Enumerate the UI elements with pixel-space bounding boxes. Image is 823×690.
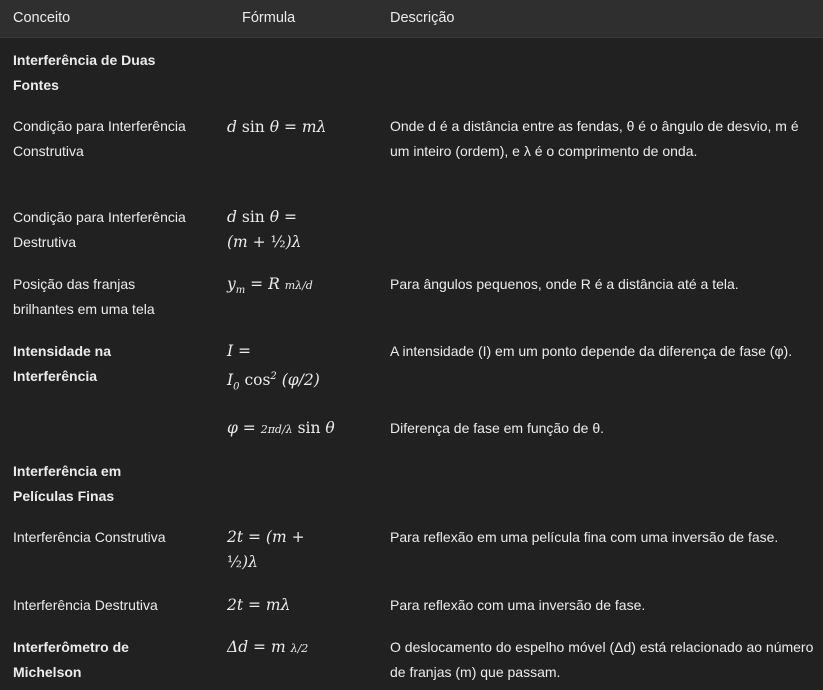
header-description: Descrição: [390, 10, 455, 26]
concept-cell: Interferômetro de Michelson: [13, 639, 129, 680]
description-cell: Diferença de fase em função de θ.: [390, 420, 605, 436]
formula-cell: I = $I_0$ $\cos^2 (\varphi/2)$: [227, 342, 320, 393]
concept-cell: Interferência em Películas Finas: [13, 463, 122, 504]
header-formula: Fórmula: [242, 10, 296, 26]
concept-cell: Interferência Construtiva: [13, 529, 166, 545]
description-cell: [390, 114, 815, 164]
formula-cell: φ = 2πd/λ sin θ: [227, 419, 335, 437]
concept-cell: Intensidade na Interferência: [13, 343, 112, 384]
formula-cell: Δd = m λ/2: [227, 638, 309, 656]
description-text: Onde d é a distância entre as fendas, θ é o ângulo de desvio, m é um inteiro (ordem), e λ é o comprimento de onda.: [390, 118, 799, 159]
description-cell: A intensidade (I) em um ponto depende da diferença de fase (φ).: [390, 343, 793, 359]
formula-cell: d sin θ = (m + ½)λ: [227, 208, 302, 251]
concept-cell: Posição das franjas brilhantes em uma tela: [13, 276, 155, 317]
description-cell: Para reflexão com uma inversão de fase.: [390, 597, 646, 613]
formula-cell: 2t = (m + ½)λ: [227, 528, 305, 571]
concept-cell: Interferência Destrutiva: [13, 597, 158, 613]
concept-cell: Interferência de Duas Fontes: [13, 52, 156, 93]
description-cell: O deslocamento do espelho móvel (Δd) está relacionado ao número de franjas (m) que passam.: [390, 639, 814, 680]
header-concept: Conceito: [13, 10, 71, 26]
description-cell: Para ângulos pequenos, onde R é a distância até a tela.: [390, 276, 739, 292]
table-header: [0, 0, 823, 38]
description-cell: Para reflexão em uma película fina com uma inversão de fase.: [390, 529, 779, 545]
formula-cell: d sin θ = mλ: [227, 118, 327, 136]
concept-cell: Condição para Interferência Destrutiva: [13, 209, 186, 250]
formula-cell: $y_m = R$ mλ/d: [227, 275, 313, 297]
concept-cell: Condição para Interferência Construtiva: [13, 118, 186, 159]
formula-cell: 2t = mλ: [227, 596, 291, 614]
